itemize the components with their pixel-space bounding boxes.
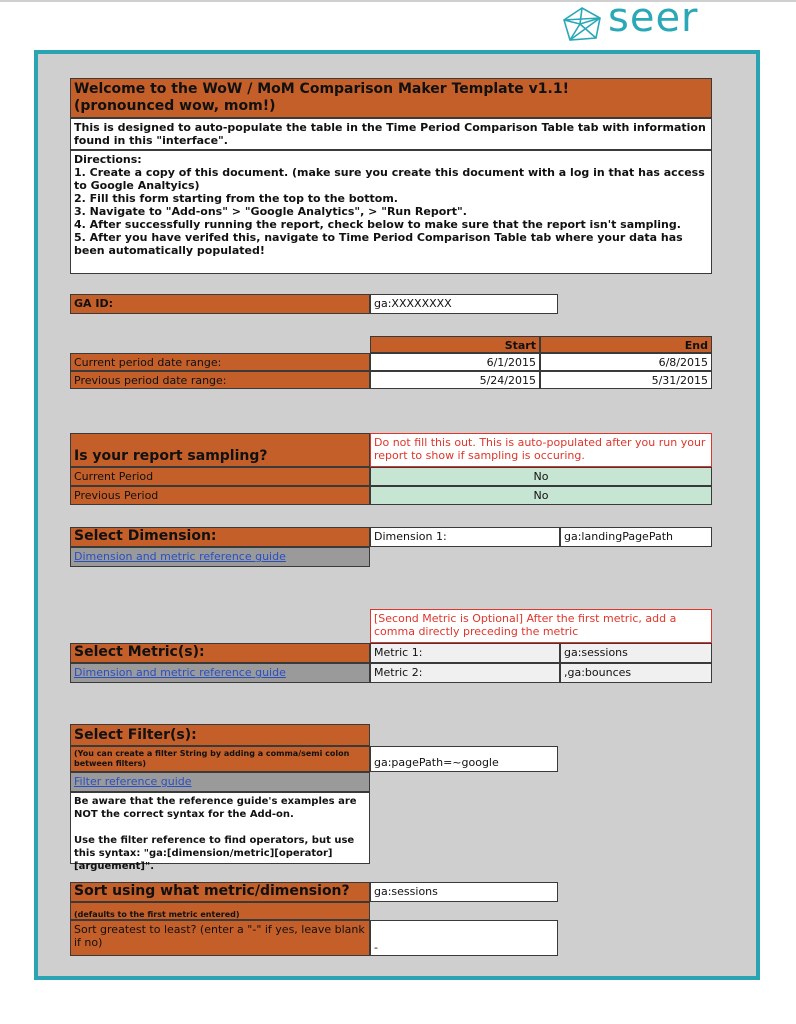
direction-step-5: 5. After you have verifed this, navigate to Time Period Comparison Table tab where your data has been automatically populated!	[74, 231, 683, 257]
select-filters-heading: Select Filter(s):	[70, 724, 370, 746]
directions-heading: Directions:	[74, 153, 142, 166]
direction-step-2: 2. Fill this form starting from the top to the bottom.	[74, 192, 398, 205]
direction-step-1: 1. Create a copy of this document. (make sure you create this document with a log in that has access to Google Analtyics)	[74, 166, 705, 192]
current-end-input[interactable]: 6/8/2015	[540, 353, 712, 371]
sort-heading: Sort using what metric/dimension?	[70, 882, 370, 902]
dimension-1-label: Dimension 1:	[370, 527, 560, 547]
filter-reference-link[interactable]: Filter reference guide	[74, 775, 192, 788]
ga-id-input[interactable]: ga:XXXXXXXX	[370, 294, 558, 314]
metric-note: [Second Metric is Optional] After the first metric, add a comma directly preceding the metric	[370, 609, 712, 643]
metric-2-input[interactable]: ,ga:bounces	[560, 663, 712, 683]
previous-period-sampling-label: Previous Period	[70, 486, 370, 505]
welcome-title-line2: (pronounced wow, mom!)	[74, 98, 276, 114]
network-icon	[560, 6, 604, 42]
current-period-sampling-value: No	[370, 467, 712, 486]
direction-step-3: 3. Navigate to "Add-ons" > "Google Analytics", > "Run Report".	[74, 205, 467, 218]
metric-1-label: Metric 1:	[370, 643, 560, 663]
metric-2-label: Metric 2:	[370, 663, 560, 683]
welcome-title	[70, 78, 712, 118]
ga-id-label: GA ID:	[70, 294, 370, 314]
dimension-1-input[interactable]: ga:landingPagePath	[560, 527, 712, 547]
current-period-label: Current period date range:	[70, 353, 370, 371]
filter-reference-cell	[70, 772, 370, 792]
sort-order-input[interactable]: -	[370, 920, 558, 956]
filter-hint: (You can create a filter String by adding a comma/semi colon between filters)	[70, 746, 370, 772]
previous-period-label: Previous period date range:	[70, 371, 370, 389]
select-metrics-heading: Select Metric(s):	[70, 643, 370, 663]
sort-order-question: Sort greatest to least? (enter a "-" if yes, leave blank if no)	[70, 920, 370, 956]
previous-start-input[interactable]: 5/24/2015	[370, 371, 540, 389]
filter-warning	[70, 792, 370, 872]
form-panel	[34, 50, 760, 980]
select-dimension-heading: Select Dimension:	[70, 527, 370, 547]
seer-logo	[560, 0, 720, 44]
current-period-sampling-label: Current Period	[70, 467, 370, 486]
filter-warning-2: Use the filter reference to find operators, but use this syntax: "ga:[dimension/metric][operator][arguement]".	[74, 835, 355, 872]
dimension-reference-link[interactable]: Dimension and metric reference guide	[74, 550, 286, 563]
logo-wordmark: seer	[608, 0, 699, 41]
start-header: Start	[370, 336, 540, 353]
previous-period-sampling-value: No	[370, 486, 712, 505]
sort-hint: (defaults to the first metric entered)	[70, 902, 370, 920]
filter-warning-1: Be aware that the reference guide's examples are NOT the correct syntax for the Add-on.	[74, 796, 357, 820]
sampling-note: Do not fill this out. This is auto-populated after you run your report to show if sampling is occuring.	[370, 433, 712, 467]
end-header: End	[540, 336, 712, 353]
metric-reference-cell	[70, 663, 370, 683]
directions	[70, 150, 712, 274]
direction-step-4: 4. After successfully running the report, check below to make sure that the report isn't sampling.	[74, 218, 681, 231]
filter-input[interactable]: ga:pagePath=~google	[370, 746, 558, 772]
dimension-reference-cell	[70, 547, 370, 567]
welcome-title-line1: Welcome to the WoW / MoM Comparison Maker Template v1.1!	[74, 81, 569, 97]
sampling-question: Is your report sampling?	[70, 433, 370, 467]
metric-1-input[interactable]: ga:sessions	[560, 643, 712, 663]
sort-input[interactable]: ga:sessions	[370, 882, 558, 902]
current-start-input[interactable]: 6/1/2015	[370, 353, 540, 371]
intro-text: This is designed to auto-populate the table in the Time Period Comparison Table tab with information found in this "interface".	[70, 118, 712, 150]
previous-end-input[interactable]: 5/31/2015	[540, 371, 712, 389]
metric-reference-link[interactable]: Dimension and metric reference guide	[74, 666, 286, 679]
